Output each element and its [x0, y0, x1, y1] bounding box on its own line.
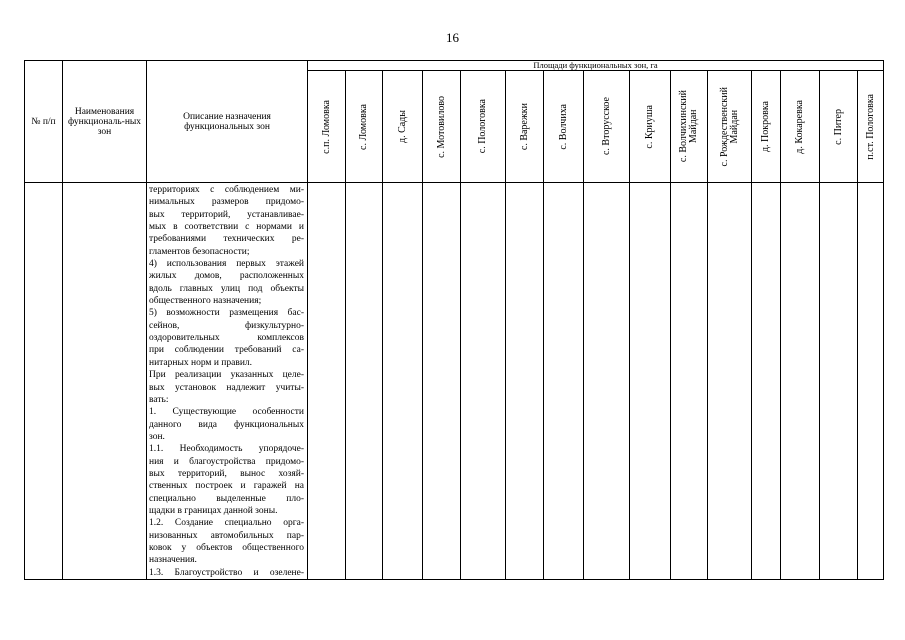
- area-column-label: с. Питер: [832, 108, 844, 145]
- description-line: вать:: [149, 394, 169, 405]
- cell-zone-name: [63, 183, 147, 580]
- page-number: 16: [446, 30, 459, 45]
- area-column-label: п.ст. Пологовка: [864, 93, 876, 160]
- area-column-label: д. Покровка: [760, 100, 771, 153]
- area-column-label: с. Рождественский Майдан: [718, 86, 740, 167]
- area-column-label: с. Криуша: [644, 104, 655, 149]
- description-line: оздоровительных комплексов: [149, 333, 304, 344]
- description-line: при соблюдении требований са-: [149, 345, 304, 356]
- functional-zones-table: [24, 60, 884, 580]
- area-column-header: [820, 71, 858, 183]
- description-line: жилых домов, расположенных: [149, 271, 304, 282]
- description-line: общественного назначения;: [149, 296, 262, 307]
- area-column-header: [423, 71, 461, 183]
- description-line: мых в соответствии с нормами и: [149, 222, 304, 233]
- description-line: территориях с соблюдением ми-: [149, 185, 304, 195]
- area-value-cell: [308, 183, 346, 580]
- description-line: зон.: [149, 431, 165, 442]
- description-line: 4) использования первых этажей: [149, 259, 304, 270]
- description-line: 1.2. Создание специально орга-: [149, 518, 304, 529]
- area-column-label: с. Пологовка: [477, 99, 488, 154]
- area-value-cell: [584, 183, 630, 580]
- area-value-cell: [708, 183, 752, 580]
- area-column-label: с. Ломовка: [358, 103, 369, 150]
- header-description: Описание назначения функциональных зон: [147, 61, 308, 183]
- description-line: вых территорий, устанавливае-: [149, 209, 304, 220]
- description-line: требованиями технических ре-: [149, 234, 304, 245]
- header-zone-name: Наименования функциональ-ных зон: [63, 61, 147, 183]
- area-value-cell: [630, 183, 671, 580]
- area-value-cell: [544, 183, 584, 580]
- area-column-label: с.п. Ломовка: [320, 99, 332, 154]
- area-value-cell: [461, 183, 506, 580]
- area-column-label: с. Волчихинский Майдан: [678, 90, 699, 163]
- area-value-cell: [383, 183, 423, 580]
- area-column-header: [584, 71, 630, 183]
- description-line: низованных автомобильных пар-: [149, 530, 304, 541]
- description-line: 5) возможности размещения бас-: [149, 308, 304, 319]
- area-value-cell: [752, 183, 781, 580]
- area-column-label: с. Волчиха: [557, 103, 569, 150]
- area-column-label: с. Мотовилово: [435, 95, 447, 158]
- area-column-header: [708, 71, 752, 183]
- description-line: нитарных норм и правил.: [149, 357, 253, 368]
- area-column-header: [752, 71, 781, 183]
- area-column-header: [544, 71, 584, 183]
- cell-description: [147, 183, 308, 580]
- description-line: вых территорий, вынос хозяй-: [149, 468, 304, 479]
- area-value-cell: [781, 183, 820, 580]
- description-line: При реализации указанных целе-: [149, 370, 304, 381]
- area-value-cell: [506, 183, 544, 580]
- area-column-header: [506, 71, 544, 183]
- area-column-header: [630, 71, 671, 183]
- description-line: ственных построек и гаражей на: [149, 481, 304, 492]
- description-line: вых установок надлежит учиты-: [149, 382, 304, 393]
- area-column-header: [308, 71, 346, 183]
- description-line: вдоль главных улиц под объекты: [149, 283, 304, 294]
- header-areas-group: Площади функциональных зон, га: [308, 61, 884, 71]
- description-line: 1.1. Необходимость упорядоче-: [149, 444, 304, 455]
- area-column-header: [383, 71, 423, 183]
- area-value-cell: [671, 183, 708, 580]
- area-column-label: д. Кокаревка: [794, 99, 805, 154]
- header-row-1: [25, 61, 884, 71]
- description-line: данного вида функциональных: [149, 419, 304, 430]
- area-column-header: [346, 71, 383, 183]
- description-text: [147, 183, 307, 579]
- area-column-header: [671, 71, 708, 183]
- description-line: ния и благоустройства придомо-: [149, 456, 304, 467]
- description-line: 1.3. Благоустройство и озелене-: [149, 567, 304, 578]
- description-line: щадки в границах данной зоны.: [149, 505, 278, 516]
- area-column-label: с. Вторусское: [600, 97, 612, 156]
- area-value-cell: [858, 183, 884, 580]
- area-column-header: [461, 71, 506, 183]
- cell-num: [25, 183, 63, 580]
- area-column-label: с. Варежки: [518, 102, 530, 151]
- header-num: № п/п: [25, 61, 63, 183]
- area-column-header: [781, 71, 820, 183]
- table-row: [25, 183, 884, 580]
- area-value-cell: [820, 183, 858, 580]
- description-line: сейнов, физкультурно-: [149, 320, 304, 331]
- description-line: специально выделенные пло-: [149, 493, 304, 504]
- description-line: нимальных размеров придомо-: [149, 197, 304, 208]
- area-column-header: [858, 71, 884, 183]
- area-value-cell: [423, 183, 461, 580]
- description-line: 1. Существующие особенности: [149, 407, 304, 418]
- area-value-cell: [346, 183, 383, 580]
- description-line: ковок у объектов общественного: [149, 542, 304, 553]
- area-column-label: д. Сады: [396, 109, 408, 143]
- description-line: гламентов безопасности;: [149, 246, 250, 257]
- description-line: назначения.: [149, 555, 197, 566]
